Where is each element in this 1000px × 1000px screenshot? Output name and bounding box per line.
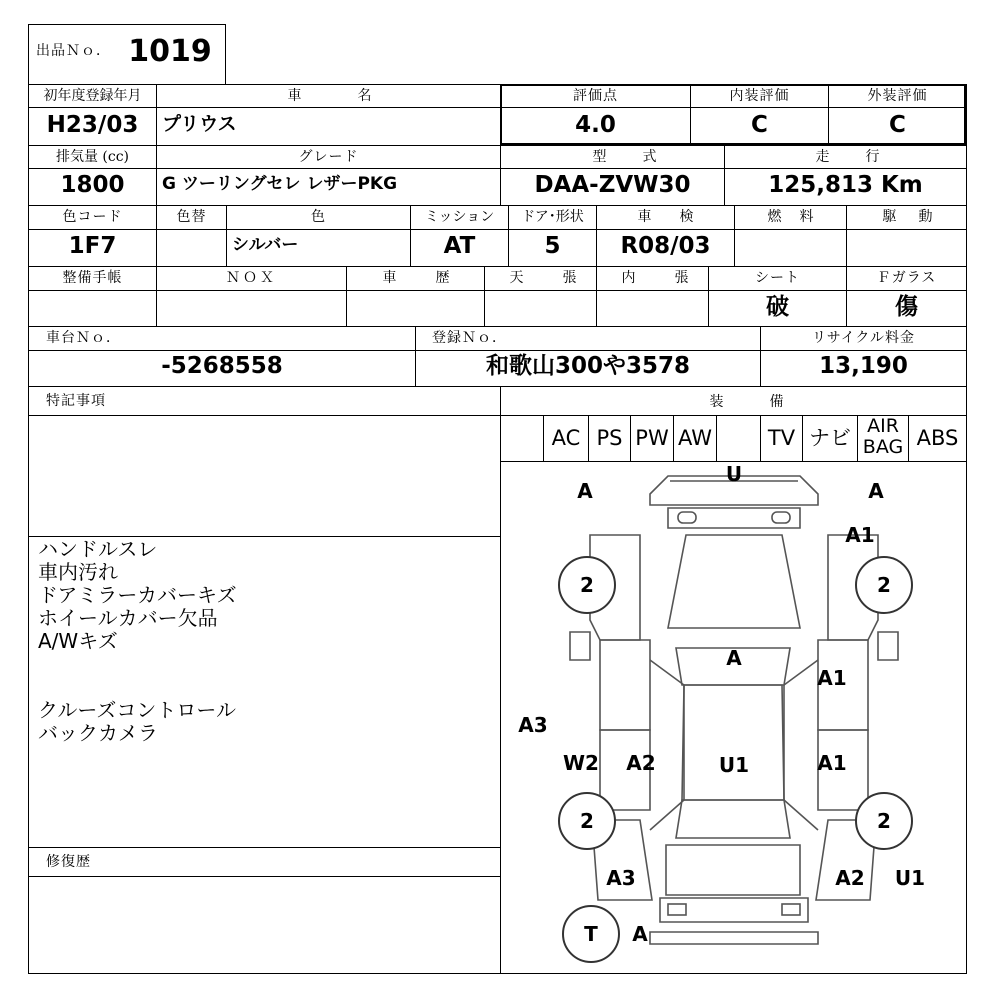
nox-label: ＮＯＸ [226,270,277,286]
mark-rear-right: U1 [894,866,926,890]
note-line-8: バックカメラ [38,721,158,745]
car-name-value: プリウス [162,113,237,135]
car-name-label-1: 車 [287,88,303,104]
tire-front-left: 2 [558,556,616,614]
mark-front-left-corner: A [577,479,593,503]
equip-item-tv: TV [767,426,796,450]
mark-front-bumper: U [725,462,743,486]
mark-roof: U1 [718,753,750,777]
model-label-1: 型 [592,149,608,165]
equip-item-ac: AC [551,426,581,450]
note-line-3: ドアミラーカバーキズ [38,583,237,607]
inspection-value: R08/03 [620,233,711,259]
row4-mid [28,290,967,291]
history-label-1: 車 [382,270,398,286]
plate-value: 和歌山300や3578 [485,353,691,379]
recycle-fee-label: リサイクル料金 [811,330,916,346]
table-bottom-border [28,973,967,974]
row2-mid [28,168,967,169]
r3-v7 [846,205,847,266]
r4-v3 [484,266,485,326]
r4-v2 [346,266,347,326]
note-line-4: ホイールカバー欠品 [38,606,218,630]
mark-right-rear-door: A1 [817,751,847,775]
recycle-fee-value: 13,190 [819,353,908,379]
roof-label-2: 張 [562,270,578,286]
score-value: 4.0 [575,112,616,138]
roof-label-1: 天 [509,270,525,286]
note-line-7: クルーズコントロール [38,698,236,722]
r3-v6 [734,205,735,266]
service-book-label: 整備手帳 [62,270,123,286]
front-glass-label: Ｆガラス [876,270,937,286]
spare-tire: T [562,905,620,963]
color-code-value: 1F7 [68,233,117,259]
table-right-border [966,84,967,974]
equip-v5 [716,415,717,462]
mark-left-side: A3 [518,713,548,737]
equipment-title-1: 装 [709,394,725,410]
interior-trim-label-2: 張 [674,270,690,286]
mark-left-rear-door-a: A2 [626,751,656,775]
r4-v4 [596,266,597,326]
mileage-value: 125,813 Km [768,172,923,198]
drive-label-1: 駆 [882,209,898,225]
fuel-label-1: 燃 [767,209,783,225]
repair-history-title: 修復歴 [46,854,91,870]
exterior-label: 外装評価 [867,88,928,104]
tire-rear-right: 2 [855,792,913,850]
tire-rear-left: 2 [558,792,616,850]
mileage-label-1: 走 [815,149,831,165]
mark-windshield: A [726,646,742,670]
row3-mid [28,229,967,230]
repaint-label: 色替 [176,209,207,225]
grade-label: グレード [298,149,359,165]
mark-right-front-door: A1 [817,666,847,690]
mark-front-right-corner: A [868,479,884,503]
score-label: 評価点 [573,88,618,104]
lot-label: 出品Ｎｏ． [36,43,111,59]
lot-box-left [28,24,29,84]
row3-top [28,205,967,206]
inspection-label-1: 車 [637,209,653,225]
equip-item-abs: ABS [916,426,959,450]
door-value: 5 [544,233,561,259]
grade-value: G ツーリングセレ レザーPKG [162,174,398,194]
chassis-label: 車台Ｎｏ． [46,330,121,346]
interior-trim-label-1: 内 [621,270,637,286]
mark-right-quarter: A2 [835,866,865,890]
equip-item-aw: AW [678,426,712,450]
lot-number: 1019 [128,34,212,69]
interior-value: C [751,112,768,138]
color-label: 色 [311,209,326,225]
mark-rear-bumper: A [632,922,648,946]
color-code-label: 色コード [62,209,123,225]
model-label-2: 式 [642,149,658,165]
mission-label: ミッション [424,209,495,225]
row4-top [28,266,967,267]
row6-top [28,386,967,387]
lot-box-top [28,24,226,25]
note-line-5: A/Wキズ [38,629,118,653]
history-label-2: 歴 [435,270,451,286]
car-name-label-2: 名 [357,88,373,104]
repair-top [28,847,501,848]
lot-box-right [225,24,226,84]
note-line-2: 車内汚れ [38,560,118,584]
color-value: シルバー [232,235,299,255]
row6-mid [28,415,967,416]
row2-top [28,145,967,146]
exterior-value: C [889,112,906,138]
inspection-label-2: 検 [679,209,695,225]
row5-top [28,326,967,327]
equipment-title-2: 備 [769,394,785,410]
mark-front-right-fender: A1 [845,523,875,547]
note-line-1: ハンドルスレ [38,537,158,561]
seat-value: 破 [766,294,789,320]
model-value: DAA-ZVW30 [534,172,691,198]
equip-item-airbag: AIR BAG [862,415,904,458]
reg-year-label: 初年度登録年月 [43,88,142,104]
drive-label-2: 動 [918,209,934,225]
equip-item-ps: PS [596,426,623,450]
repair-mid [28,876,501,877]
tire-front-right: 2 [855,556,913,614]
plate-label: 登録Ｎｏ． [432,330,507,346]
mark-left-quarter: A3 [606,866,636,890]
mission-value: AT [443,233,476,259]
displacement-value: 1800 [60,172,125,198]
mark-left-rear-door-w: W2 [563,751,599,775]
notes-title: 特記事項 [46,393,106,409]
interior-label: 内装評価 [729,88,790,104]
equip-item-navi: ナビ [809,426,851,450]
displacement-label: 排気量 (cc) [55,149,130,165]
fuel-label-2: 料 [799,209,815,225]
mileage-label-2: 行 [865,149,881,165]
r1-v1 [156,84,157,145]
equip-item-pw: PW [635,426,669,450]
reg-year-value: H23/03 [46,112,139,138]
seat-label: シート [755,270,800,286]
door-label: ドア･形状 [521,209,584,225]
car-diagram [501,462,966,973]
chassis-value: -5268558 [161,353,283,379]
front-glass-value: 傷 [895,294,918,320]
